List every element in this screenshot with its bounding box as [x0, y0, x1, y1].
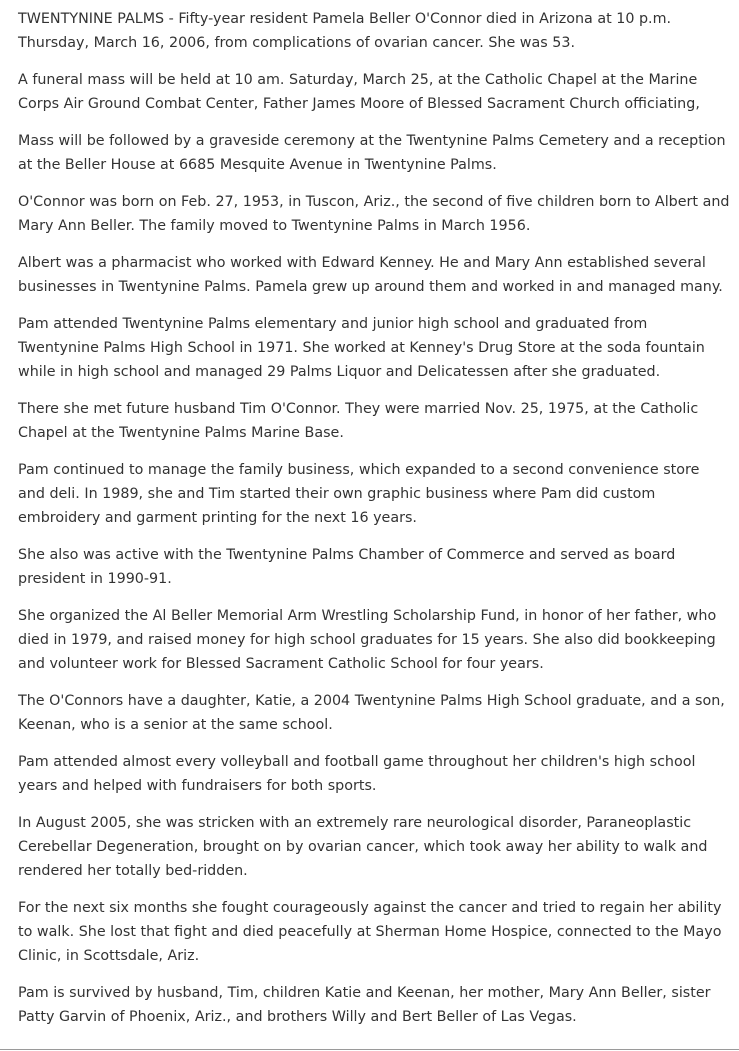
bottom-divider — [0, 1049, 739, 1050]
paragraph-8: Pam continued to manage the family business, which expanded to a second convenience store and deli. In 1989, she and Tim started their own graphic business where Pam did custom embroidery and garment printing for the next 16 years. — [18, 462, 700, 526]
paragraph-5: Albert was a pharmacist who worked with Edward Kenney. He and Mary Ann established several businesses in Twentynine Palms. Pamela grew up around them and worked in and managed many. — [18, 255, 723, 295]
paragraph-6: Pam attended Twentynine Palms elementary and junior high school and graduated from Twentynine Palms High School in 1971. She worked at Kenney's Drug Store at the soda fountain while in high school and managed 29 Palms Liquor and Delicatessen after she graduated. — [18, 316, 705, 380]
paragraph-13: In August 2005, she was stricken with an extremely rare neurological disorder, Paraneoplastic Cerebellar Degeneration, brought on by ovarian cancer, which took away her ability to walk and rendered her totally bed-ridden. — [18, 815, 708, 879]
paragraph-3: Mass will be followed by a graveside ceremony at the Twentynine Palms Cemetery and a reception at the Beller House at 6685 Mesquite Avenue in Twentynine Palms. — [18, 133, 726, 173]
paragraph-15: Pam is survived by husband, Tim, children Katie and Keenan, her mother, Mary Ann Beller, sister Patty Garvin of Phoenix, Ariz., and brothers Willy and Bert Beller of Las Vegas. — [18, 985, 711, 1025]
paragraph-2: A funeral mass will be held at 10 am. Saturday, March 25, at the Catholic Chapel at the Marine Corps Air Ground Combat Center, Father James Moore of Blessed Sacrament Church officiating, — [18, 72, 700, 112]
paragraph-11: The O'Connors have a daughter, Katie, a 2004 Twentynine Palms High School graduate, and a son, Keenan, who is a senior at the same school. — [18, 693, 725, 733]
obituary-article — [18, 7, 730, 1042]
paragraph-9: She also was active with the Twentynine Palms Chamber of Commerce and served as board president in 1990-91. — [18, 547, 676, 587]
paragraph-4: O'Connor was born on Feb. 27, 1953, in Tuscon, Ariz., the second of five children born to Albert and Mary Ann Beller. The family moved to Twentynine Palms in March 1956. — [18, 194, 730, 234]
paragraph-1: TWENTYNINE PALMS - Fifty-year resident Pamela Beller O'Connor died in Arizona at 10 p.m. Thursday, March 16, 2006, from complications of ovarian cancer. She was 53. — [18, 11, 672, 51]
paragraph-10: She organized the Al Beller Memorial Arm Wrestling Scholarship Fund, in honor of her father, who died in 1979, and raised money for high school graduates for 15 years. She also did bookkeeping and volunteer work for Blessed Sacrament Catholic School for four years. — [18, 608, 717, 672]
paragraph-12: Pam attended almost every volleyball and football game throughout her children's high school years and helped with fundraisers for both sports. — [18, 754, 696, 794]
paragraph-14: For the next six months she fought courageously against the cancer and tried to regain her ability to walk. She lost that fight and died peacefully at Sherman Home Hospice, connected to the Mayo Clinic, in Scottsdale, Ariz. — [18, 900, 722, 964]
paragraph-7: There she met future husband Tim O'Connor. They were married Nov. 25, 1975, at the Catholic Chapel at the Twentynine Palms Marine Base. — [18, 401, 699, 441]
